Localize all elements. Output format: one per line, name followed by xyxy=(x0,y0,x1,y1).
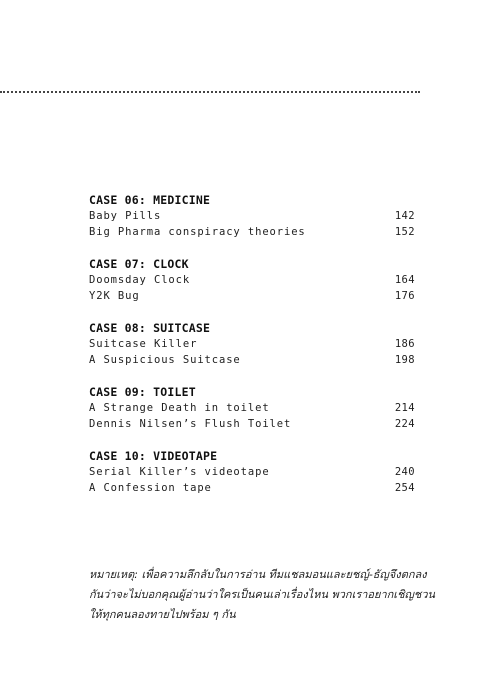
toc-entry xyxy=(89,224,415,240)
footnote-label: หมายเหตุ: xyxy=(89,568,138,581)
toc-section-case-07 xyxy=(89,256,415,304)
toc-section-case-08 xyxy=(89,320,415,368)
entry-title: Suitcase Killer xyxy=(89,338,198,350)
entry-page-number: 240 xyxy=(394,466,415,478)
toc-entry xyxy=(89,400,415,416)
footnote-text-1: เพื่อความลึกลับในการอ่าน ทีมแชลมอนและยชญ์-ธัญจึงตกลง xyxy=(141,568,427,581)
entry-title: Big Pharma conspiracy theories xyxy=(89,226,306,238)
entry-page-number: 224 xyxy=(394,418,415,430)
entry-page-number: 198 xyxy=(394,354,415,366)
toc-entry xyxy=(89,352,415,368)
entry-title: Doomsday Clock xyxy=(89,274,191,286)
toc-entry xyxy=(89,464,415,480)
case-heading: CASE 07: CLOCK xyxy=(89,257,189,271)
footnote-line-3: ให้ทุกคนลองทายไปพร้อม ๆ กัน xyxy=(89,608,236,621)
entry-page-number: 186 xyxy=(394,338,415,350)
toc-section-case-10 xyxy=(89,448,415,496)
toc-section-case-06 xyxy=(89,192,415,240)
entry-page-number: 176 xyxy=(394,290,415,302)
footnote xyxy=(89,565,436,625)
footnote-line-1 xyxy=(89,565,429,585)
footnote-line-2: กันว่าจะไม่บอกคุณผู้อ่านว่าใครเป็นคนเล่าเรื่องไหน พวกเราอยากเชิญชวน xyxy=(89,588,436,601)
entry-title: Y2K Bug xyxy=(89,290,140,302)
entry-page-number: 164 xyxy=(394,274,415,286)
toc-entry xyxy=(89,272,415,288)
entry-title: Dennis Nilsen’s Flush Toilet xyxy=(89,418,292,430)
case-heading: CASE 06: MEDICINE xyxy=(89,193,211,207)
toc-entry xyxy=(89,336,415,352)
table-of-contents xyxy=(89,192,415,512)
toc-entry xyxy=(89,208,415,224)
entry-page-number: 254 xyxy=(394,482,415,494)
toc-entry xyxy=(89,480,415,496)
entry-page-number: 214 xyxy=(394,402,415,414)
entry-title: Baby Pills xyxy=(89,210,162,222)
entry-title: A Confession tape xyxy=(89,482,212,494)
toc-entry xyxy=(89,288,415,304)
entry-page-number: 142 xyxy=(394,210,415,222)
entry-title: Serial Killer’s videotape xyxy=(89,466,270,478)
case-heading: CASE 10: VIDEOTAPE xyxy=(89,449,218,463)
entry-title: A Suspicious Suitcase xyxy=(89,354,241,366)
entry-title: A Strange Death in toilet xyxy=(89,402,270,414)
toc-entry xyxy=(89,416,415,432)
toc-section-case-09 xyxy=(89,384,415,432)
dotted-divider xyxy=(0,91,420,93)
entry-page-number: 152 xyxy=(394,226,415,238)
case-heading: CASE 09: TOILET xyxy=(89,385,196,399)
case-heading: CASE 08: SUITCASE xyxy=(89,321,211,335)
